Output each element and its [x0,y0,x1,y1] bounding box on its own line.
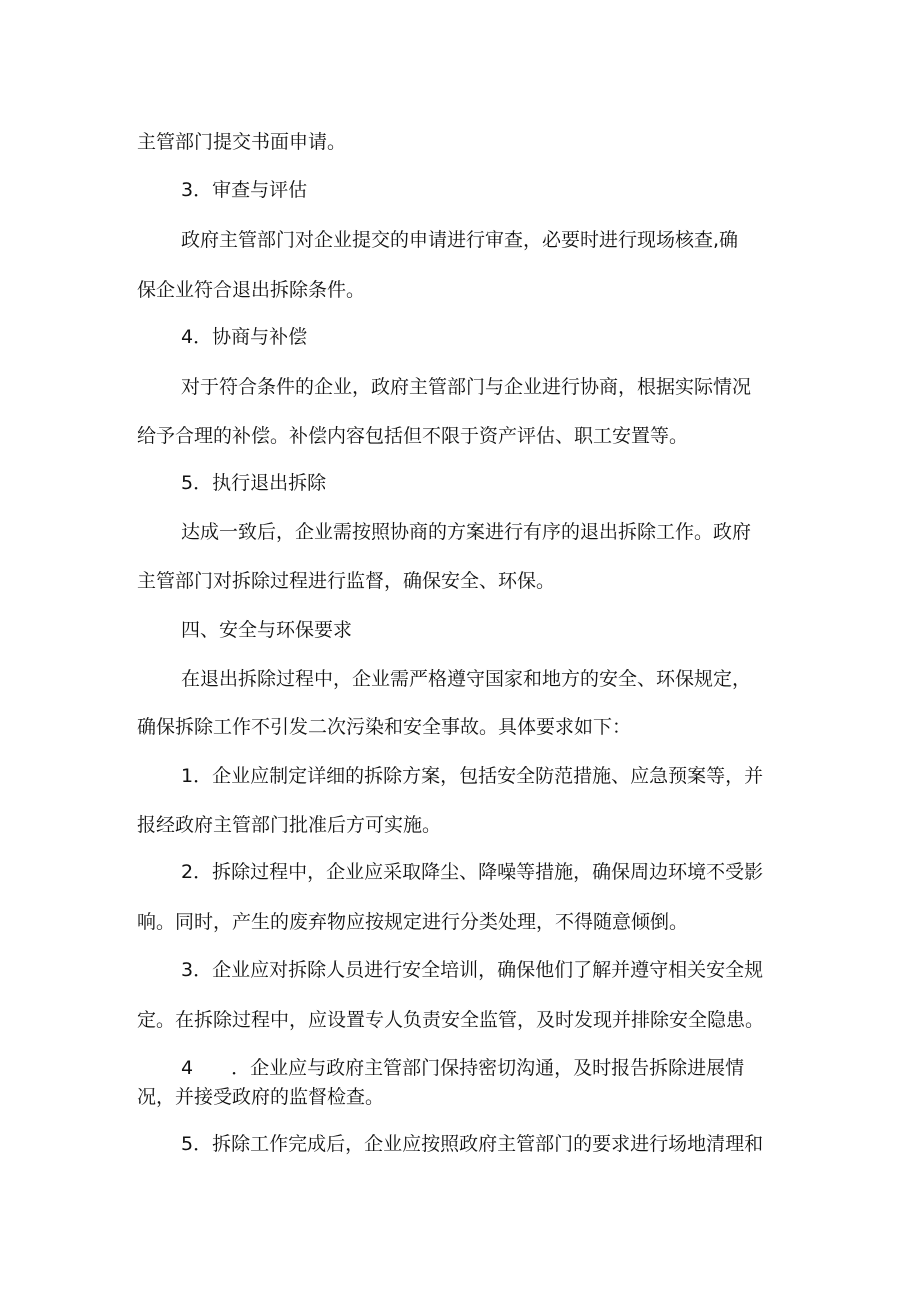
body-text-line: 保企业符合退出拆除条件。 [137,279,366,301]
list-heading: 3．审查与评估 [181,179,308,201]
body-text-line: 对于符合条件的企业，政府主管部门与企业进行协商，根据实际情况 [181,376,752,398]
list-item-line: 3．企业应对拆除人员进行安全培训，确保他们了解并遵守相关安全规 [181,959,764,981]
body-text-line: 响。同时，产生的废弃物应按规定进行分类处理，不得随意倾倒。 [137,911,689,933]
body-text-line: 定。在拆除过程中，应设置专人负责安全监管，及时发现并排除安全隐患。 [137,1009,765,1031]
list-item-line: 1．企业应制定详细的拆除方案，包括安全防范措施、应急预案等，并 [181,765,764,787]
body-text-line: 达成一致后，企业需按照协商的方案进行有序的退出拆除工作。政府 [181,521,752,543]
list-item-line: 4 ．企业应与政府主管部门保持密切沟通，及时报告拆除进展情 [181,1057,745,1079]
body-text-line: 主管部门对拆除过程进行监督，确保安全、环保。 [137,570,556,592]
body-text-line: 政府主管部门对企业提交的申请进行审查，必要时进行现场核查,确 [181,229,739,251]
body-text-line: 主管部门提交书面申请。 [137,131,347,153]
body-text-line: 报经政府主管部门批准后方可实施。 [137,814,442,836]
list-item-line: 5．拆除工作完成后，企业应按照政府主管部门的要求进行场地清理和 [181,1133,764,1155]
body-text-line: 在退出拆除过程中，企业需严格遵守国家和地方的安全、环保规定， [181,668,752,690]
section-heading: 四、安全与环保要求 [181,619,353,641]
list-heading: 5．执行退出拆除 [181,472,327,494]
list-heading: 4．协商与补偿 [181,326,308,348]
body-text-line: 况，并接受政府的监督检查。 [137,1086,385,1108]
body-text-line: 确保拆除工作不引发二次污染和安全事故。具体要求如下： [137,716,632,738]
body-text-line: 给予合理的补偿。补偿内容包括但不限于资产评估、职工安置等。 [137,425,689,447]
list-item-line: 2．拆除过程中，企业应采取降尘、降噪等措施，确保周边环境不受影 [181,861,764,883]
